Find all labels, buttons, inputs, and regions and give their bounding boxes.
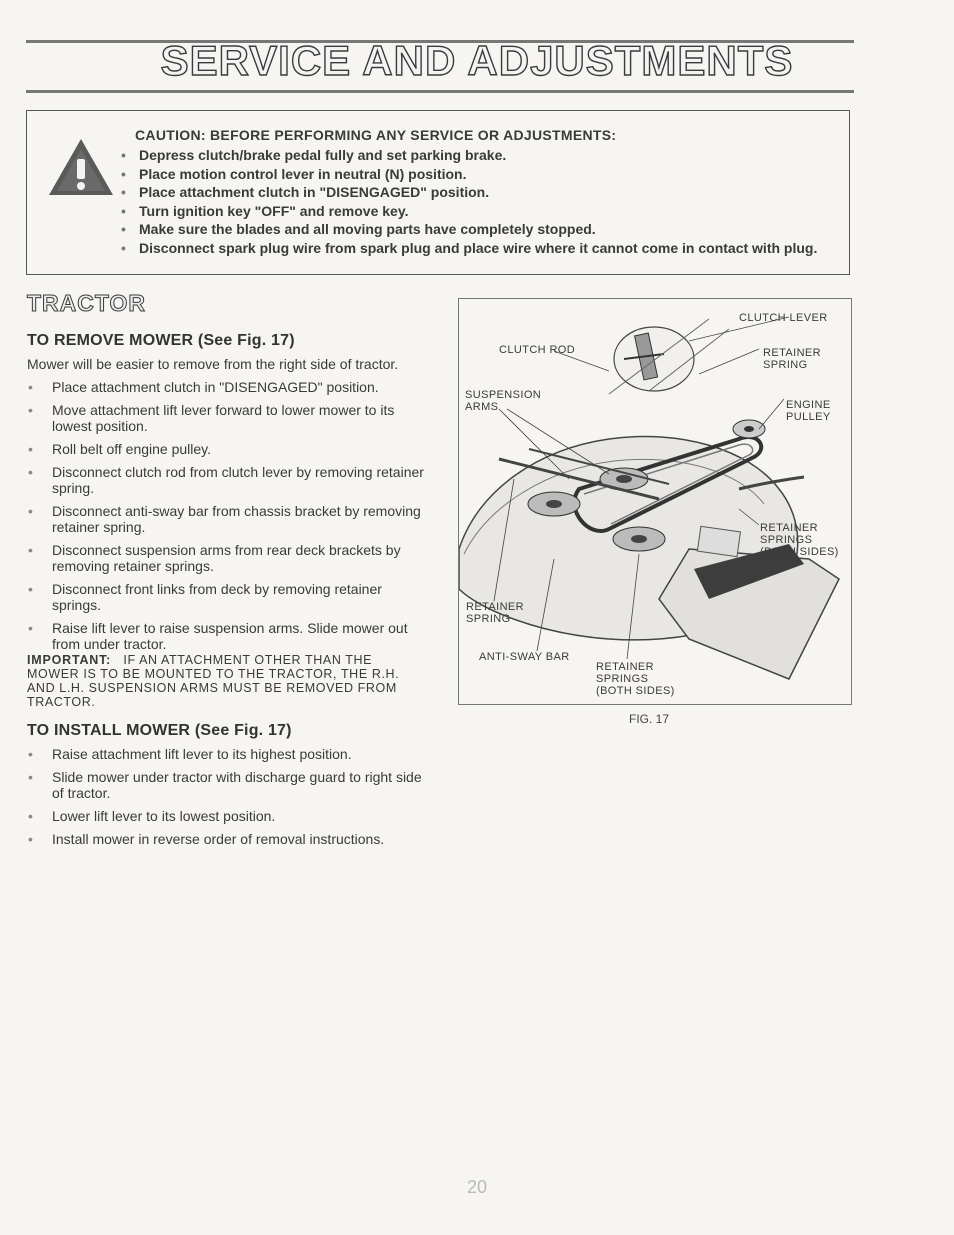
label-line: RETAINER <box>760 522 819 534</box>
list-item: • Raise attachment lift lever to its highest position. <box>24 746 424 762</box>
label-line: RETAINER <box>466 601 525 613</box>
list-item: • Disconnect suspension arms from rear deck brackets by removing retainer springs. <box>24 542 424 574</box>
list-item: • Slide mower under tractor with discharge guard to right side of tractor. <box>24 769 424 801</box>
label-line: SPRING <box>466 613 511 625</box>
label-line: ENGINE <box>786 399 831 411</box>
list-item: • Disconnect clutch rod from clutch lever by removing retainer spring. <box>24 464 424 496</box>
label-retainer-springs-right <box>760 522 839 558</box>
page-number: 20 <box>466 1177 488 1197</box>
list-item: • Disconnect anti-sway bar from chassis bracket by removing retainer spring. <box>24 503 424 535</box>
section-title: TRACTOR <box>27 290 147 316</box>
list-item: • Move attachment lift lever forward to lower mower to its lowest position. <box>24 402 424 434</box>
caution-item: • Place motion control lever in neutral (N) position. <box>117 165 837 184</box>
label-line: SPRING <box>763 359 808 371</box>
label-suspension-arms <box>465 389 541 413</box>
warning-triangle-icon <box>47 137 115 197</box>
caution-item: • Turn ignition key "OFF" and remove key. <box>117 202 837 221</box>
list-item: • Lower lift lever to its lowest position. <box>24 808 424 824</box>
label-clutch-rod: CLUTCH ROD <box>499 344 576 356</box>
label-engine-pulley <box>786 399 831 423</box>
caution-list <box>117 146 837 257</box>
label-line: PULLEY <box>786 411 831 423</box>
list-item: • Roll belt off engine pulley. <box>24 441 424 457</box>
label-anti-sway-bar: ANTI-SWAY BAR <box>479 651 570 663</box>
install-mower-heading: TO INSTALL MOWER (See Fig. 17) <box>27 722 292 739</box>
label-line: SPRINGS <box>760 534 813 546</box>
label-line: RETAINER <box>596 661 655 673</box>
remove-mower-heading: TO REMOVE MOWER (See Fig. 17) <box>27 332 295 349</box>
label-line: SUSPENSION <box>465 389 542 401</box>
page-title: SERVICE AND ADJUSTMENTS <box>160 37 794 84</box>
remove-steps <box>24 379 424 652</box>
label-clutch-lever: CLUTCH LEVER <box>739 312 828 324</box>
caution-item: • Make sure the blades and all moving parts have completely stopped. <box>117 220 837 239</box>
caution-item: • Place attachment clutch in "DISENGAGED" position. <box>117 183 837 202</box>
remove-intro: Mower will be easier to remove from the right side of tractor. <box>27 356 399 372</box>
list-item: • Disconnect front links from deck by removing retainer springs. <box>24 581 424 613</box>
important-note <box>27 653 422 709</box>
label-retainer-spring-left <box>466 601 524 625</box>
caution-box <box>26 110 850 275</box>
important-label: IMPORTANT: <box>27 653 112 667</box>
label-line: RETAINER <box>763 347 822 359</box>
label-line: SPRINGS <box>596 673 649 685</box>
important-text: IF AN ATTACHMENT OTHER THAN THE MOWER IS TO BE MOUNTED TO THE TRACTOR, THE R.H. AND L.H. SUSPENSION ARMS MUST BE REMOVED FROM TRACTOR. <box>27 653 400 709</box>
list-item: • Install mower in reverse order of removal instructions. <box>24 831 424 847</box>
list-item: • Place attachment clutch in "DISENGAGED" position. <box>24 379 424 395</box>
caution-item: • Disconnect spark plug wire from spark plug and place wire where it cannot come in contact with plug. <box>117 239 837 258</box>
label-line: (BOTH SIDES) <box>596 685 675 697</box>
header-bottom-rule <box>26 90 854 93</box>
caution-heading: CAUTION: BEFORE PERFORMING ANY SERVICE OR ADJUSTMENTS: <box>135 127 617 143</box>
label-retainer-spring-top <box>763 347 821 371</box>
label-retainer-springs-bottom <box>596 661 675 697</box>
list-item: • Raise lift lever to raise suspension arms. Slide mower out from under tractor. <box>24 620 424 652</box>
label-line: (BOTH SIDES) <box>760 546 839 558</box>
figure-caption: FIG. 17 <box>629 712 670 726</box>
figure-17 <box>458 298 852 705</box>
install-steps <box>24 746 424 847</box>
label-line: ARMS <box>465 401 499 413</box>
caution-item: • Depress clutch/brake pedal fully and set parking brake. <box>117 146 837 165</box>
